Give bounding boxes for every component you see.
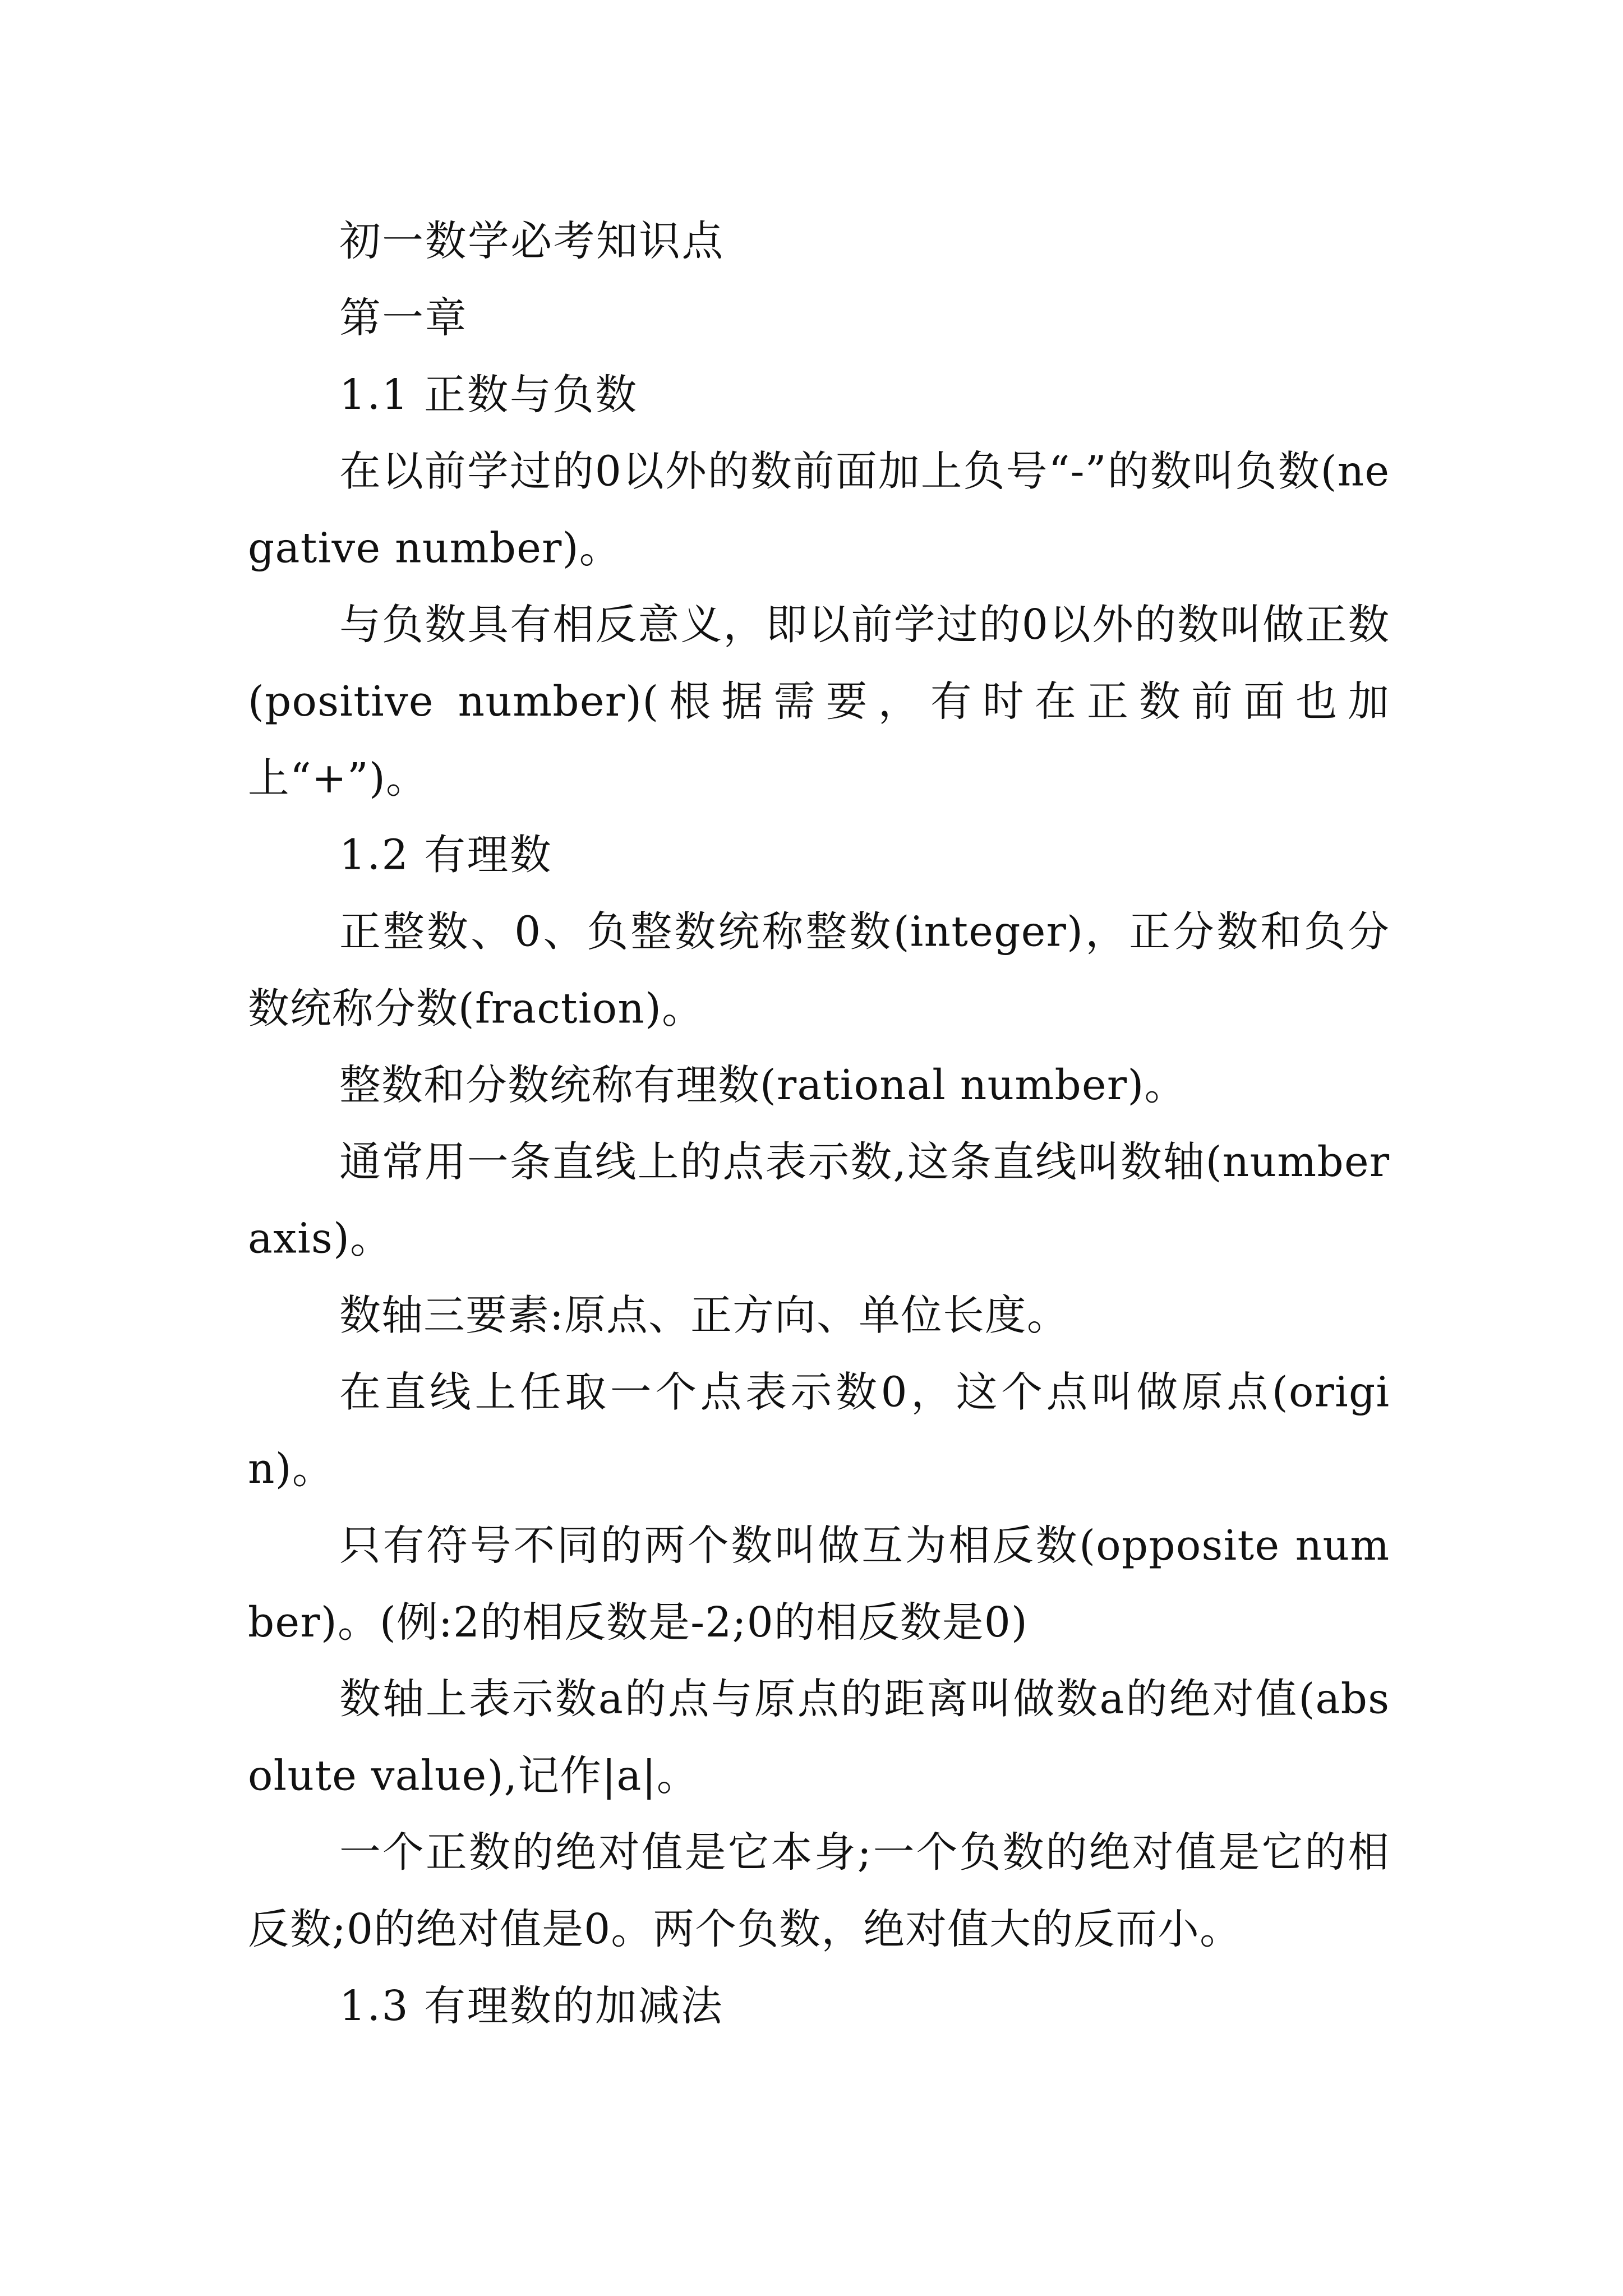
paragraph-absolute-value-rule: 一个正数的绝对值是它本身;一个负数的绝对值是它的相反数;0的绝对值是0。两个负数，绝对值大的反而小。 [248,1828,1390,1954]
section-heading-1-2: 1.2 有理数 [339,831,553,880]
paragraph-axis-elements: 数轴三要素:原点、正方向、单位长度。 [339,1291,1069,1340]
paragraph-rational-number: 整数和分数统称有理数(rational number)。 [339,1061,1187,1110]
chapter-heading: 第一章 [339,293,468,343]
section-heading-1-3: 1.3 有理数的加减法 [339,1981,724,2031]
paragraph-positive-number: 与负数具有相反意义，即以前学过的0以外的数叫做正数(positive number)(根据需要，有时在正数前面也加上“+”)。 [248,600,1390,803]
paragraph-opposite-number: 只有符号不同的两个数叫做互为相反数(opposite number)。(例:2的相反数是-2;0的相反数是0) [248,1521,1390,1647]
paragraph-number-axis: 通常用一条直线上的点表示数,这条直线叫数轴(number axis)。 [248,1137,1390,1264]
document-title: 初一数学必考知识点 [339,216,725,266]
paragraph-integer-fraction: 正整数、0、负整数统称整数(integer)，正分数和负分数统称分数(fraction)。 [248,907,1390,1033]
paragraph-origin: 在直线上任取一个点表示数0，这个点叫做原点(origin)。 [248,1367,1390,1493]
document-body [248,204,1390,2045]
section-heading-1-1: 1.1 正数与负数 [339,370,638,419]
paragraph-negative-number: 在以前学过的0以外的数前面加上负号“-”的数叫负数(negative number)。 [248,447,1390,573]
paragraph-absolute-value: 数轴上表示数a的点与原点的距离叫做数a的绝对值(absolute value),记作|a|。 [248,1675,1390,1800]
